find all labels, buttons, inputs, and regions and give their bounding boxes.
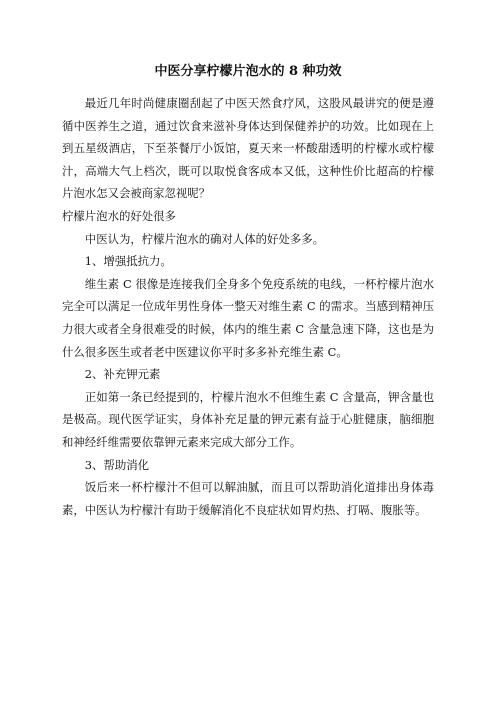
item-heading-1: 1、增强抵抗力。 — [84, 254, 172, 269]
section-heading: 柠檬片泡水的好处很多 — [62, 208, 176, 223]
document-title: 中医分享柠檬片泡水的 8 种功效 — [154, 64, 342, 79]
item-heading-2: 2、补充钾元素 — [84, 367, 161, 382]
item-body-3: 饭后来一杯柠檬汁不但可以解油腻，而且可以帮助消化道排出身体毒素，中医认为柠檬汁有助于缓解消化不良症状如胃灼热、打嗝、腹胀等。 — [62, 480, 434, 517]
paragraph-summary: 中医认为，柠檬片泡水的确对人体的好处多多。 — [84, 231, 325, 246]
item-body-1: 维生素 C 很像是连接我们全身多个免疫系统的电线，一杯柠檬片泡水完全可以满足一位成年男性身体一整天对维生素 C 的需求。当感到精神压力很大或者全身很难受的时候，体内的维生素 C 含量急速下降，这也是为什么很多医生或者老中医建议你平时多多补充维生素 C。 — [62, 276, 434, 359]
document-body — [62, 62, 434, 521]
item-body-2: 正如第一条已经提到的，柠檬片泡水不但维生素 C 含量高，钾含量也是极高。现代医学证实，身体补充足量的钾元素有益于心脏健康，脑细胞和神经纤维需要依靠钾元素来完成大部分工作。 — [62, 389, 434, 449]
paragraph-intro: 最近几年时尚健康圈刮起了中医天然食疗风，这股风最讲究的便是遵循中医养生之道，通过饮食来滋补身体达到保健养护的功效。比如现在上到五星级酒店，下至茶餐厅小饭馆，夏天来一杯酸甜透明的柠檬水或柠檬汁，高端大气上档次，既可以取悦食客成本又低，这种性价比超高的柠檬片泡水怎又会被商家忽视呢？ — [62, 96, 434, 201]
item-heading-3: 3、帮助消化 — [84, 457, 149, 472]
